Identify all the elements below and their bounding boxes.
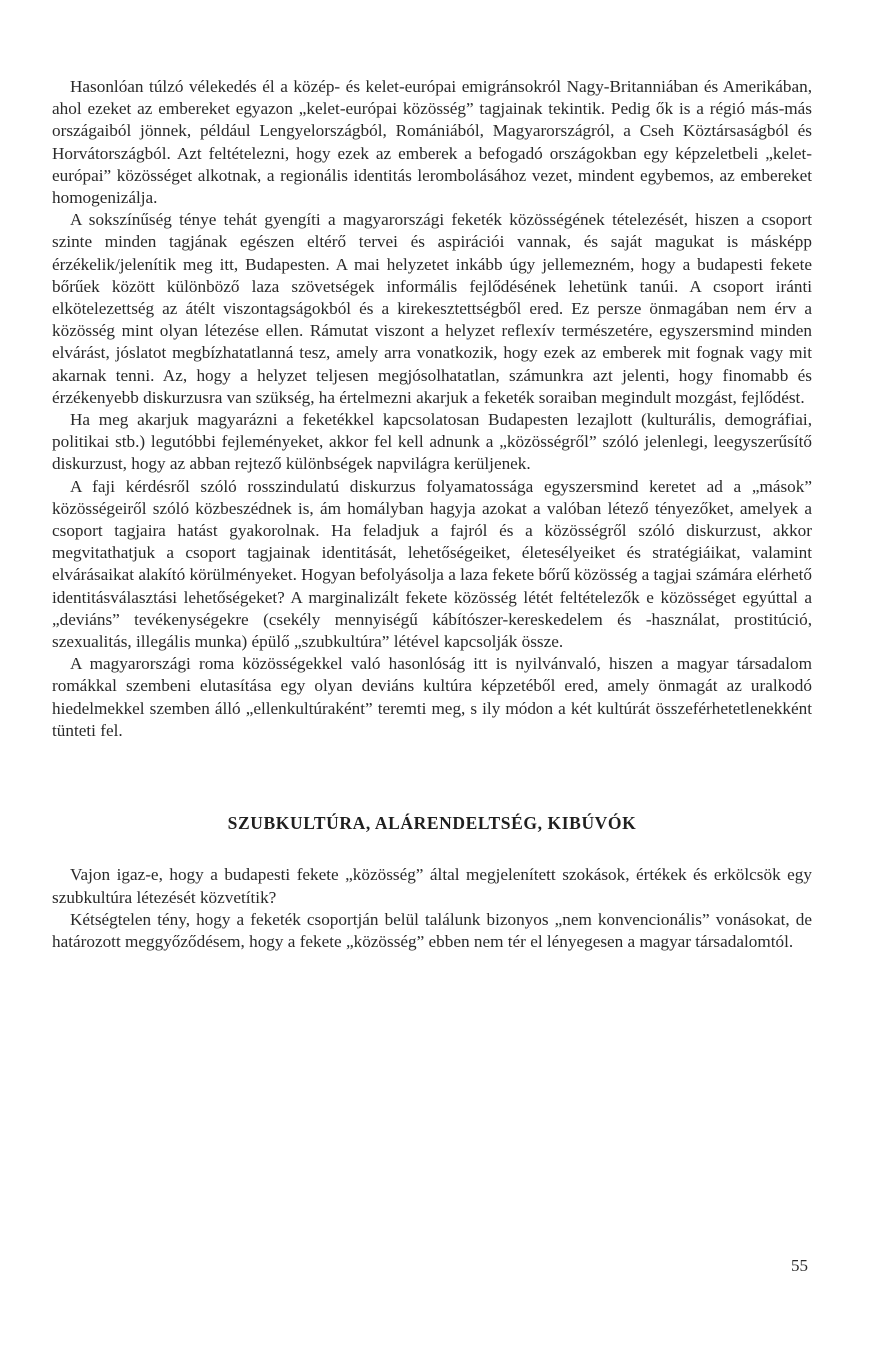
page-body xyxy=(52,76,812,953)
paragraph: Ha meg akarjuk magyarázni a feketékkel kapcsolatosan Budapesten lezajlott (kulturális, demográfiai, politikai stb.) legutóbbi fejleményeket, akkor fel kell adnunk a „közösségről” szóló jelenlegi, leegyszerűsítő diskurzust, hogy az abban rejtező különbségek napvilágra kerüljenek. xyxy=(52,410,812,474)
page-number: 55 xyxy=(791,1256,808,1275)
section-heading: SZUBKULTÚRA, ALÁRENDELTSÉG, KIBÚVÓK xyxy=(227,813,637,834)
paragraph: A faji kérdésről szóló rosszindulatú diskurzus folyamatossága egyszersmind keretet ad a „mások” közösségeiről szóló közbeszédnek is, ám homályban hagyja azokat a valóban létező tényezőket, amelyek a csoport tagjaira hatást gyakorolnak. Ha feladjuk a fajról és a közösségről szóló diskurzust, akkor megvitathatjuk a csoport tagjainak identitását, lehetőségeiket, életesélyeiket és stratégiáikat, valamint elvárásaikat alakító körülményeket. Hogyan befolyásolja a laza fekete bőrű közösség a tagjai számára elérhető identitásválasztási lehetőségeket? A marginalizált fekete közösség létét feltételezők e közösséget egyúttal a „deviáns” tevékenységekre (csekély mennyiségű kábítószer-kereskedelem és -használat, prostitúció, szexualitás, illegális munka) épülő „szubkultúra” létével kapcsolják össze. xyxy=(52,476,812,652)
paragraph: Kétségtelen tény, hogy a feketék csoportján belül találunk bizonyos „nem konvencionális” vonásokat, de határozott meggyőződésem, hogy a fekete „közösség” ebben nem tér el lényegesen a magyar társadalomtól. xyxy=(52,909,812,951)
paragraph: Hasonlóan túlzó vélekedés él a közép- és kelet-európai emigránsokról Nagy-Britanniában és Amerikában, ahol ezeket az embereket egyazon „kelet-európai közösség” tagjainak tekintik. Pedig ők is a régió más-más országaiból jönnek, például Lengyelországból, Romániából, Magyarországról, a Cseh Köztársaságból és Horvátországból. Azt feltételezni, hogy ezek az emberek a befogadó országokban egy képzeletbeli „kelet-európai” közösséget alkotnak, a regionális identitás lerombolásához vezet, mindent egybemos, az embereket homogenizálja. xyxy=(52,77,812,208)
paragraph: Vajon igaz-e, hogy a budapesti fekete „közösség” által megjelenített szokások, értékek és erkölcsök egy szubkultúra létezését közvetítik? xyxy=(52,865,812,907)
paragraph: A magyarországi roma közösségekkel való hasonlóság itt is nyilvánvaló, hiszen a magyar társadalom romákkal szembeni elutasítása egy olyan deviáns kultúra képzetéből ered, amely önmagát az uralkodó hiedelmekkel szemben álló „ellenkultúraként” teremti meg, s ily módon a két kultúrát összeférhetetlenekként tünteti fel. xyxy=(52,654,812,740)
paragraph: A sokszínűség ténye tehát gyengíti a magyarországi feketék közösségének tételezését, hiszen a csoport szinte minden tagjának egészen eltérő tervei és aspirációi vannak, és saját magukat is másképp érzékelik/jelenítik meg itt, Budapesten. A mai helyzetet inkább úgy jellemezném, hogy a budapesti fekete bőrűek között különböző laza szövetségek informális fejlődésének lehetünk tanúi. A csoport iránti elkötelezettség az átélt viszontagságokból és a kirekesztettségből ered. Ez persze önmagában nem érv a közösség mint olyan létezése ellen. Rámutat viszont a helyzet reflexív természetére, egyszersmind minden elvárást, jóslatot megbízhatatlanná tesz, amely arra vonatkozik, hogy ezek az emberek mit fognak vagy mit akarnak tenni. Az, hogy a helyzet teljesen megjósolhatatlan, számunkra azt jelenti, hogy finomabb és érzékenyebb diskurzusra van szükség, ha értelmezni akarjuk a feketék soraiban megindult mozgást, fejlődést. xyxy=(52,210,812,407)
